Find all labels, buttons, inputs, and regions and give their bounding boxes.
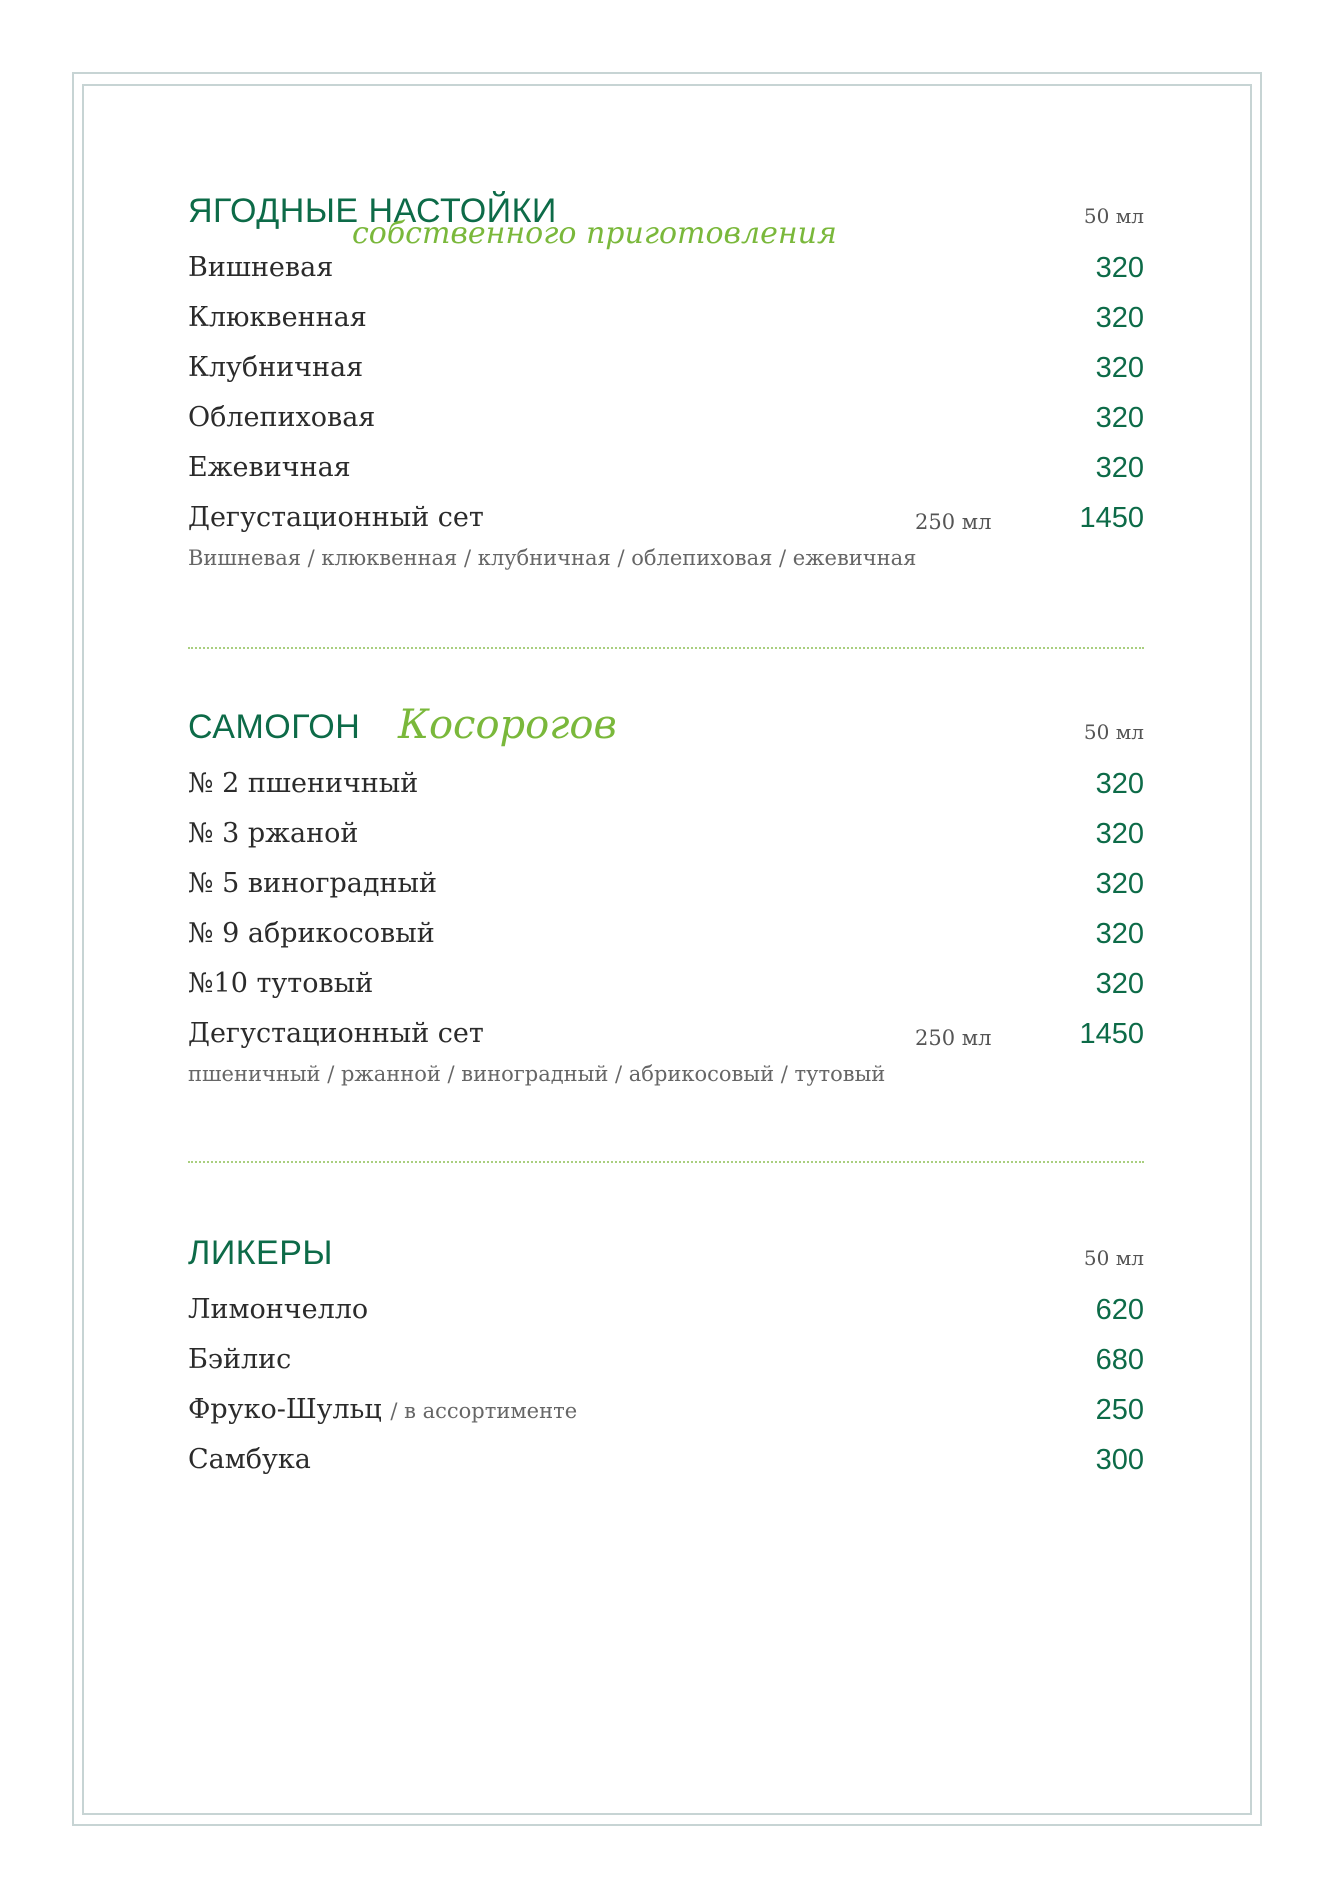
item-name: Клубничная [188,352,364,383]
menu-item [188,402,1144,452]
item-list [188,768,1144,1068]
item-price: 320 [1095,252,1144,284]
item-price: 320 [1095,352,1144,384]
item-list [188,1294,1144,1494]
item-name: № 3 ржаной [188,818,359,849]
menu-item [188,968,1144,1018]
item-name-with-note [188,1394,577,1425]
menu-item [188,818,1144,868]
item-price: 320 [1095,918,1144,950]
item-name: Облепиховая [188,402,376,433]
item-list [188,252,1144,552]
item-price: 1450 [1079,1018,1144,1050]
item-name: № 2 пшеничный [188,768,419,799]
item-volume: 250 мл [915,510,992,534]
item-price: 320 [1095,402,1144,434]
menu-item [188,352,1144,402]
item-price: 250 [1095,1394,1144,1426]
item-price: 620 [1095,1294,1144,1326]
section-divider [188,1161,1144,1163]
item-name: Лимончелло [188,1294,369,1325]
section-title: САМОГОН [188,708,361,746]
menu-item [188,1344,1144,1394]
item-price: 1450 [1079,502,1144,534]
section-berry-liqueurs [188,192,1144,570]
menu-item [188,252,1144,302]
item-name: № 9 абрикосовый [188,918,435,949]
item-name: Ежевичная [188,452,351,483]
menu-item [188,918,1144,968]
section-title: ЛИКЕРЫ [188,1234,334,1272]
section-title: ЯГОДНЫЕ НАСТОЙКИ [188,192,557,230]
item-name: Дегустационный сет [188,502,484,533]
section-subtitle: собственного приготовления [352,216,837,251]
menu-item [188,868,1144,918]
menu-item-tasting-set [188,502,1144,552]
item-name-text: Фруко-Шульц [188,1394,382,1425]
section-unit: 50 мл [1083,720,1144,744]
section-header [188,1234,1144,1294]
section-subtitle: Косорогов [398,702,617,748]
item-price: 320 [1095,768,1144,800]
item-price: 680 [1095,1344,1144,1376]
section-divider [188,647,1144,649]
item-name: Бэйлис [188,1344,292,1375]
section-moonshine [188,702,1144,1086]
item-name: №10 тутовый [188,968,374,999]
item-name: Самбука [188,1444,311,1475]
item-price: 320 [1095,818,1144,850]
item-price: 320 [1095,968,1144,1000]
menu-item [188,1394,1144,1444]
section-header [188,192,1144,252]
item-volume: 250 мл [915,1026,992,1050]
item-name: Клюквенная [188,302,367,333]
menu-item [188,1444,1144,1494]
menu-item-tasting-set [188,1018,1144,1068]
menu-item [188,768,1144,818]
menu-item [188,302,1144,352]
item-price: 320 [1095,302,1144,334]
set-description: пшеничный / ржанной / виноградный / абрикосовый / тутовый [188,1062,886,1086]
section-liqueurs [188,1234,1144,1494]
item-name: Дегустационный сет [188,1018,484,1049]
set-description: Вишневая / клюквенная / клубничная / облепиховая / ежевичная [188,546,917,570]
section-unit: 50 мл [1083,204,1144,228]
menu-item [188,1294,1144,1344]
item-price: 300 [1095,1444,1144,1476]
menu-item [188,452,1144,502]
item-note: / в ассортименте [390,1399,578,1423]
item-price: 320 [1095,452,1144,484]
item-name: Вишневая [188,252,334,283]
section-header [188,702,1144,768]
item-price: 320 [1095,868,1144,900]
item-name: № 5 виноградный [188,868,437,899]
section-unit: 50 мл [1083,1246,1144,1270]
